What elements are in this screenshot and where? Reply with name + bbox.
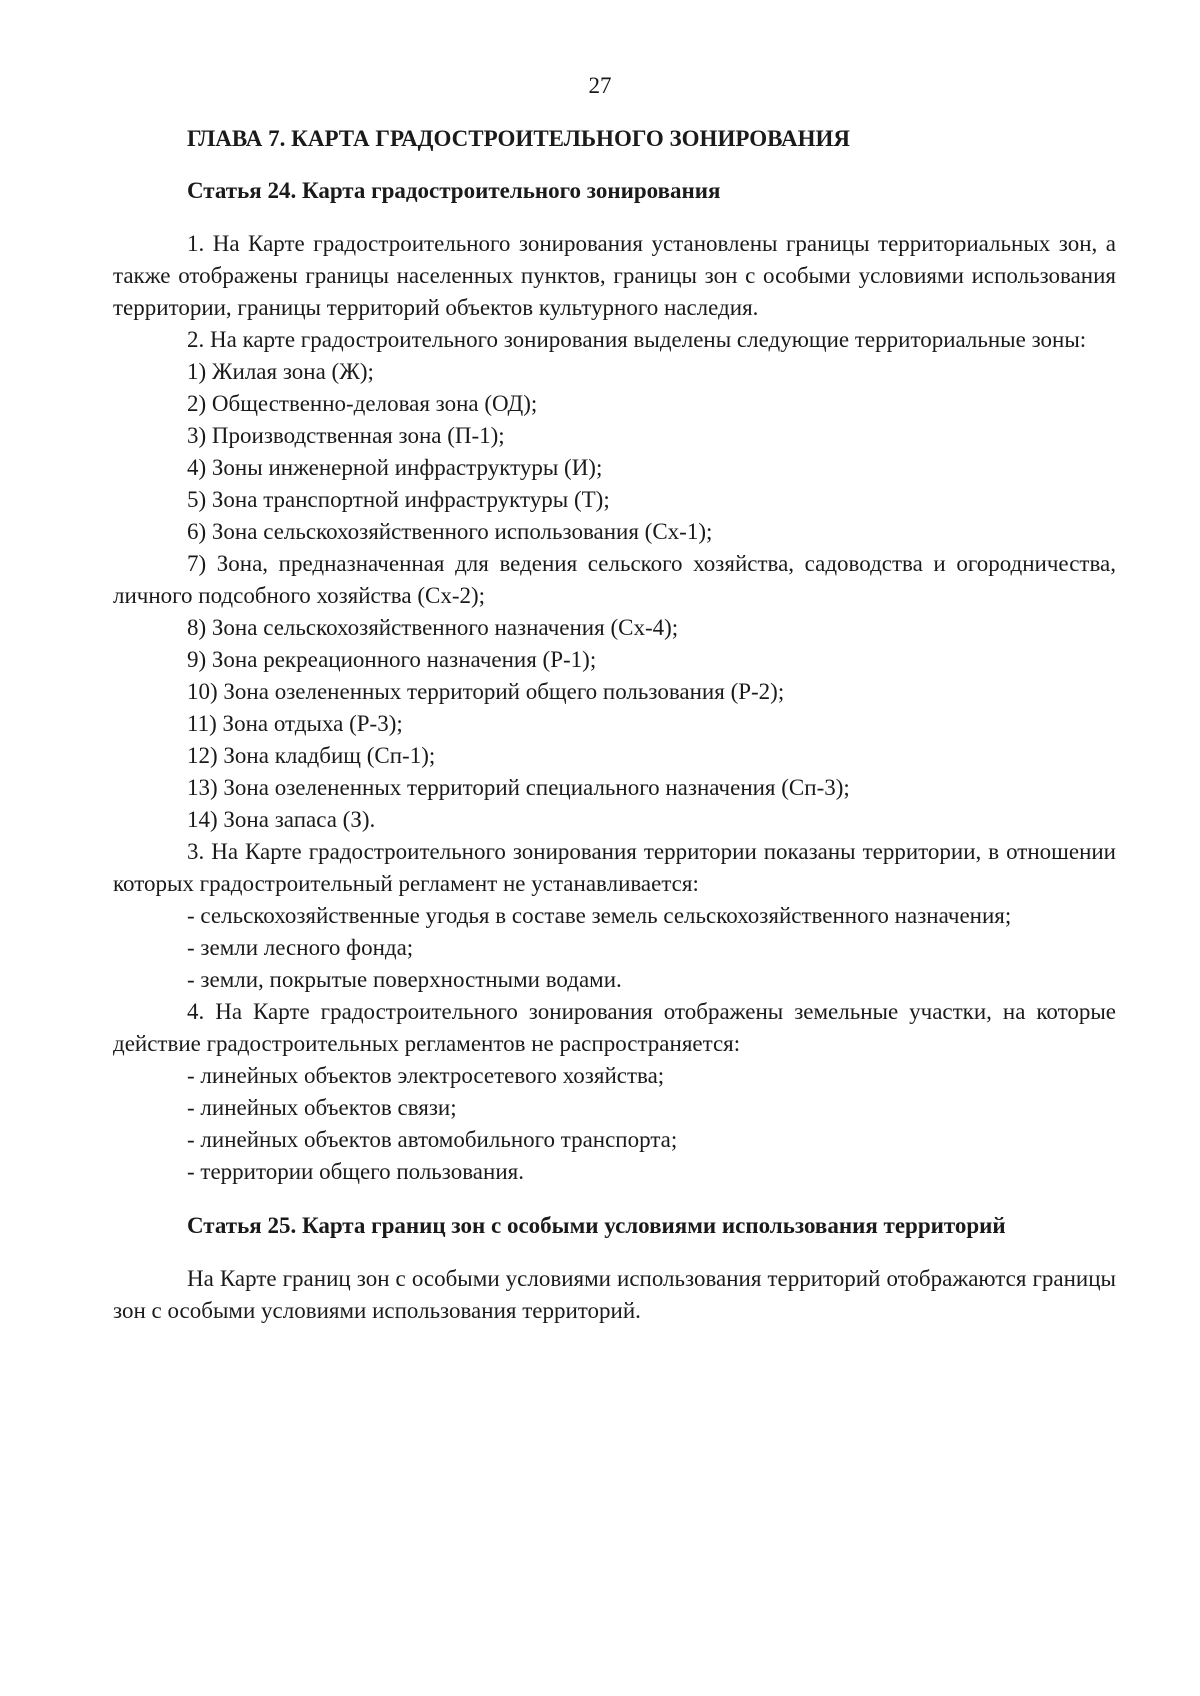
list-item: - земли, покрытые поверхностными водами. <box>187 967 622 992</box>
zone-item: 2) Общественно-деловая зона (ОД); <box>187 391 538 416</box>
zone-item: 1) Жилая зона (Ж); <box>187 359 374 384</box>
chapter-title: ГЛАВА 7. КАРТА ГРАДОСТРОИТЕЛЬНОГО ЗОНИРОВАНИЯ <box>187 126 851 151</box>
zone-item: 3) Производственная зона (П-1); <box>187 423 505 448</box>
article-24-paragraph-1: 1. На Карте градостроительного зонирования установлены границы территориальных зон, а также отображены границы населенных пунктов, границы зон с особыми условиями использования территории, границы территорий объектов культурного наследия. <box>113 231 1116 320</box>
zone-item: 9) Зона рекреационного назначения (Р-1); <box>187 647 597 672</box>
zone-item: 5) Зона транспортной инфраструктуры (Т); <box>187 487 610 512</box>
list-item: - линейных объектов автомобильного транспорта; <box>187 1127 678 1152</box>
page-number: 27 <box>588 73 612 98</box>
zone-item: 12) Зона кладбищ (Сп-1); <box>187 743 436 768</box>
zone-item: 4) Зоны инженерной инфраструктуры (И); <box>187 455 603 480</box>
zone-item: 13) Зона озелененных территорий специального назначения (Сп-3); <box>187 775 850 800</box>
article-24-paragraph-3: 3. На Карте градостроительного зонирования территории показаны территории, в отношении которых градостроительный регламент не устанавливается: <box>113 839 1116 896</box>
list-item: - территории общего пользования. <box>187 1159 524 1184</box>
article-24-title: Статья 24. Карта градостроительного зонирования <box>187 178 721 203</box>
article-24-paragraph-2: 2. На карте градостроительного зонирования выделены следующие территориальные зоны: <box>187 327 1087 352</box>
zone-item: 10) Зона озелененных территорий общего пользования (Р-2); <box>187 679 785 704</box>
article-25-title: Статья 25. Карта границ зон с особыми условиями использования территорий <box>187 1213 1006 1238</box>
zone-item: 6) Зона сельскохозяйственного использования (Сх-1); <box>187 519 713 544</box>
article-24-paragraph-4: 4. На Карте градостроительного зонирования отображены земельные участки, на которые действие градостроительных регламентов не распространяется: <box>113 999 1116 1056</box>
list-item: - сельскохозяйственные угодья в составе земель сельскохозяйственного назначения; <box>187 903 1012 928</box>
list-item: - земли лесного фонда; <box>187 935 414 960</box>
list-item: - линейных объектов электросетевого хозяйства; <box>187 1063 665 1088</box>
page-content <box>113 123 1116 1327</box>
list-item: - линейных объектов связи; <box>187 1095 457 1120</box>
zone-item: 14) Зона запаса (З). <box>187 807 376 832</box>
zone-item: 8) Зона сельскохозяйственного назначения (Сх-4); <box>187 615 679 640</box>
article-25-paragraph-1: На Карте границ зон с особыми условиями использования территорий отображаются границы зон с особыми условиями использования территорий. <box>113 1266 1116 1323</box>
zone-item: 11) Зона отдыха (Р-3); <box>187 711 403 736</box>
zone-item: 7) Зона, предназначенная для ведения сельского хозяйства, садоводства и огородничества, личного подсобного хозяйства (Сх-2); <box>113 551 1116 608</box>
